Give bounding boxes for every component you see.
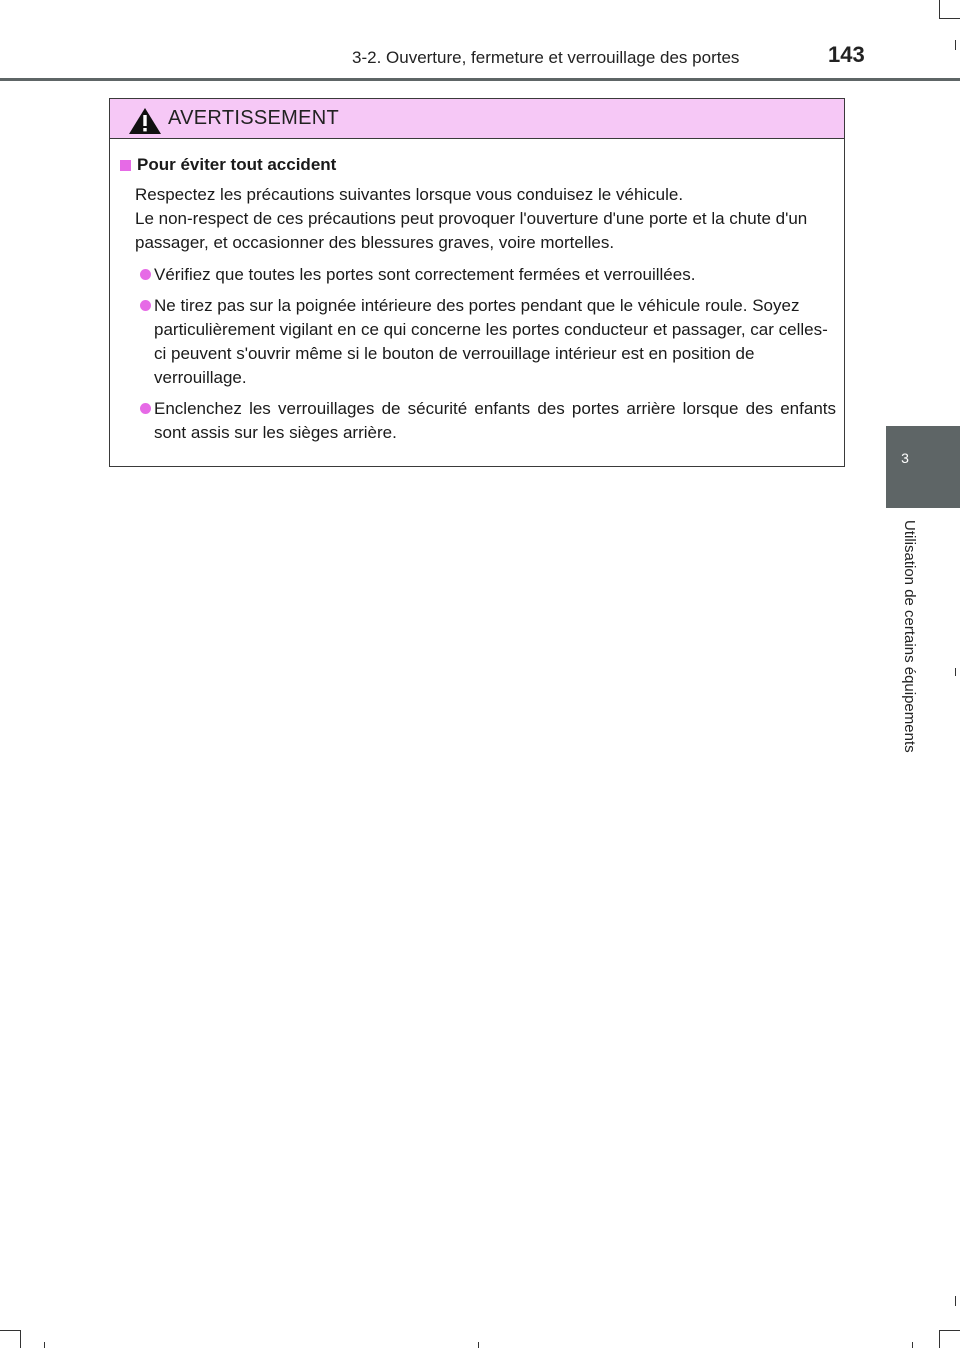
- round-bullet-icon: [140, 300, 151, 311]
- list-item-text: Vérifiez que toutes les portes sont correctement fermées et verrouillées.: [154, 265, 696, 284]
- section-heading-text: Pour éviter tout accident: [137, 155, 337, 174]
- intro-paragraph: [135, 183, 836, 255]
- list-item: [120, 397, 836, 445]
- crop-mark: [20, 1330, 21, 1348]
- crop-mark: [939, 18, 960, 19]
- crop-mark: [0, 1330, 20, 1331]
- chapter-number: 3: [901, 450, 909, 466]
- warning-body: [110, 139, 844, 445]
- warning-box: [109, 98, 845, 467]
- list-item-text: Enclenchez les verrouillages de sécurité enfants des portes arrière lorsque des enfants sont assis sur les sièges arrière.: [154, 399, 836, 442]
- intro-line: Respectez les précautions suivantes lorsque vous conduisez le véhicule.: [135, 185, 684, 204]
- header-divider: [0, 78, 960, 81]
- crop-mark: [955, 668, 956, 676]
- list-item: [120, 294, 836, 390]
- page-header: [0, 0, 960, 82]
- crop-mark: [939, 1330, 960, 1331]
- warning-title: AVERTISSEMENT: [168, 107, 339, 129]
- crop-mark: [955, 40, 956, 50]
- crop-mark: [478, 1342, 479, 1348]
- chapter-label: Utilisation de certains équipements: [901, 520, 918, 753]
- crop-mark: [912, 1342, 913, 1348]
- warning-triangle-icon: [128, 107, 162, 135]
- crop-mark: [955, 1296, 956, 1306]
- intro-line: Le non-respect de ces précautions peut provoquer l'ouverture d'une porte et la chute d'un passager, et occasionner des blessures graves, voire mortelles.: [135, 209, 808, 252]
- list-item-text: Ne tirez pas sur la poignée intérieure des portes pendant que le véhicule roule. Soyez particulièrement vigilant en ce qui concerne les portes conducteur et passager, car celles-ci peuvent s'ouvrir même si le bouton de verrouillage intérieur est en position de verrouillage.: [154, 296, 828, 387]
- crop-mark: [44, 1342, 45, 1348]
- crop-mark: [939, 0, 940, 18]
- round-bullet-icon: [140, 403, 151, 414]
- section-heading: [120, 153, 836, 177]
- square-bullet-icon: [120, 160, 131, 171]
- crop-mark: [939, 1330, 940, 1348]
- round-bullet-icon: [140, 269, 151, 280]
- list-item: [120, 263, 836, 287]
- page-number: 143: [828, 42, 865, 67]
- chapter-tab: [886, 426, 960, 508]
- section-title: 3-2. Ouverture, fermeture et verrouillage des portes: [352, 48, 740, 67]
- warning-header: [110, 99, 844, 139]
